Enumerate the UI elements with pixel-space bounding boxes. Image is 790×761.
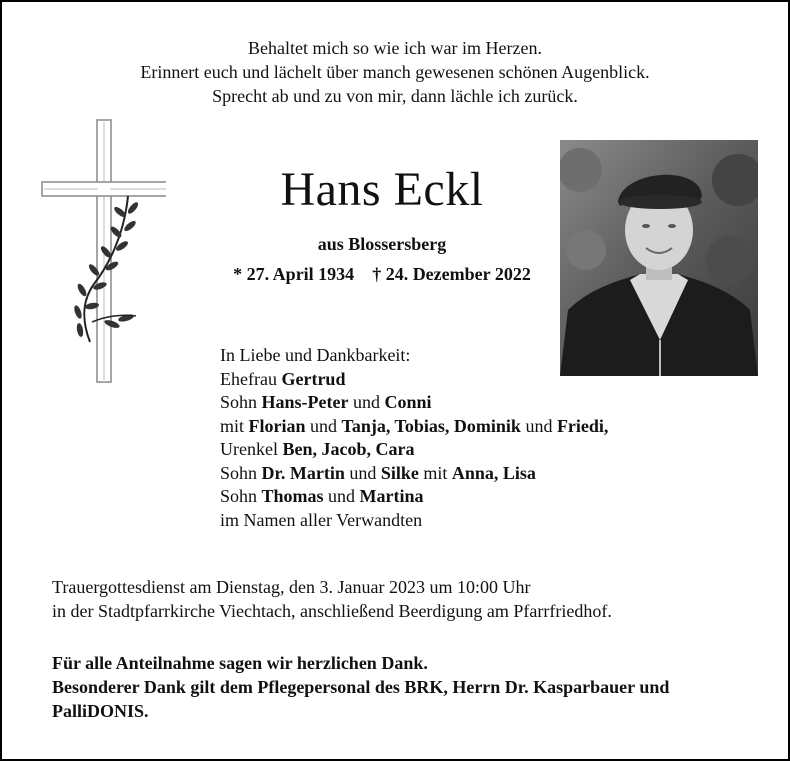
family-member-name: Gertrud [281,368,346,389]
death-date: † 24. Dezember 2022 [372,264,531,284]
family-relation-text: Sohn [220,392,262,412]
family-member-name: Dr. Martin [261,462,345,483]
family-relation-text: und [520,415,557,436]
memorial-poem [2,36,788,108]
family-relation-text: und [323,486,360,506]
portrait-photo-graphic [560,140,758,376]
family-intro: In Liebe und Dankbarkeit: [220,345,411,365]
family-row [220,509,608,533]
family-row [220,438,608,462]
life-dates [192,264,572,285]
thanks-line: Besonderer Dank gilt dem Pflegepersonal des BRK, Herrn Dr. Kasparbauer und PalliDONIS. [52,677,670,721]
family-member-name: Hans-Peter [261,392,349,412]
poem-line: Erinnert euch und lächelt über manch gewesenen schönen Augenblick. [140,62,650,82]
family-row [220,485,608,509]
family-relation-text: mit [418,462,452,483]
birth-date: * 27. April 1934 [233,264,355,284]
family-member-name: Ben, Jacob, Cara [282,439,415,459]
family-member-name: Thomas [261,486,324,506]
funeral-service-info [52,575,612,623]
family-row [220,368,608,392]
family-relation-text: Sohn [220,486,262,506]
family-member-name: Conni [384,392,432,412]
service-line: in der Stadtpfarrkirche Viechtach, anschließend Beerdigung am Pfarrfriedhof. [52,601,612,621]
family-rows [220,368,608,533]
family-relation-text: im Namen aller Verwandten [220,509,423,530]
family-relation-text: mit [220,415,249,436]
family-member-name: Martina [359,486,424,506]
cross-with-laurel-icon [36,116,166,386]
family-relation-text: und [348,392,385,412]
family-member-name: Tanja, Tobias, Dominik [341,415,521,436]
thanks-line: Für alle Anteilnahme sagen wir herzlichen Dank. [52,653,428,673]
family-member-name: Friedi, [556,415,609,436]
family-relation-text: und [344,462,381,483]
family-relation-text: Ehefrau [220,368,282,389]
family-row [220,391,608,415]
poem-line: Behaltet mich so wie ich war im Herzen. [248,38,542,58]
family-member-name: Florian [248,415,306,436]
family-list [220,344,608,532]
deceased-origin: aus Blossersberg [317,234,447,254]
family-relation-text: Sohn [220,462,262,483]
family-member-name: Silke [380,462,419,483]
family-row [220,415,608,439]
thanks-note [52,651,752,723]
family-row [220,462,608,486]
service-line: Trauergottesdienst am Dienstag, den 3. Januar 2023 um 10:00 Uhr [52,577,531,597]
poem-line: Sprecht ab und zu von mir, dann lächle ich zurück. [212,86,578,106]
family-relation-text: und [305,415,342,436]
deceased-name: Hans Eckl [280,163,484,216]
family-relation-text: Urenkel [220,439,283,459]
family-member-name: Anna, Lisa [451,462,536,483]
portrait-photo [560,140,758,376]
